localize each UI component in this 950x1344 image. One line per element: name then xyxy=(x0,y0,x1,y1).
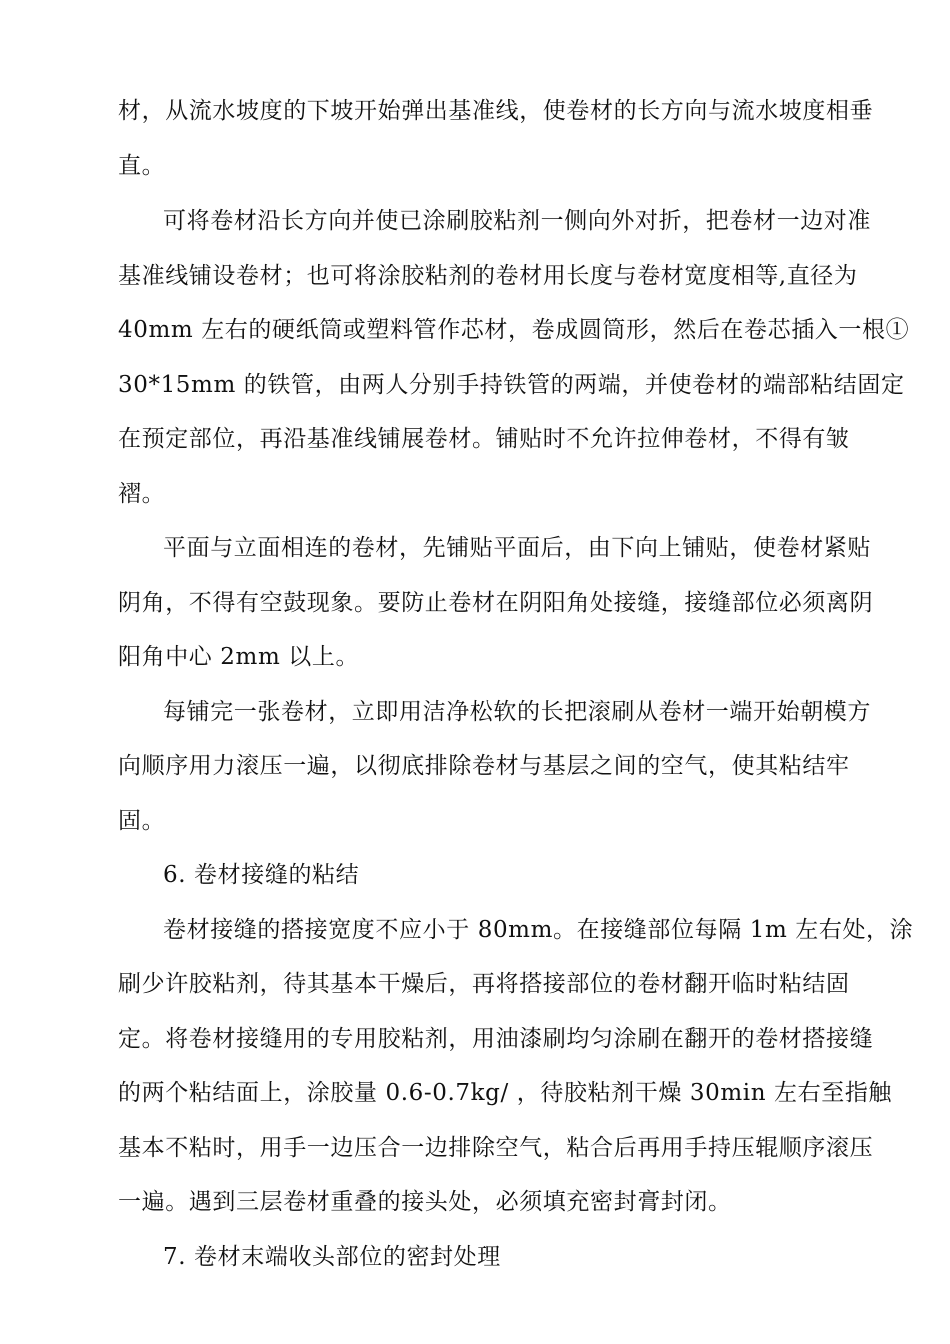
text-line: 的两个粘结面上，涂胶量 0.6-0.7kg/ ，待胶粘剂干燥 30min 左右至指触 xyxy=(118,1080,893,1106)
text-line: 直。 xyxy=(118,153,166,179)
text-line: 一遍。遇到三层卷材重叠的接头处，必须填充密封膏封闭。 xyxy=(118,1189,732,1215)
text-line: 在预定部位，再沿基准线铺展卷材。铺贴时不允许拉伸卷材，不得有皱 xyxy=(118,426,850,452)
text-line: 材，从流水坡度的下坡开始弹出基准线，使卷材的长方向与流水坡度相垂 xyxy=(118,98,874,124)
text-line: 卷材接缝的搭接宽度不应小于 80mm。在接缝部位每隔 1m 左右处，涂 xyxy=(163,917,914,943)
section-heading: 6. 卷材接缝的粘结 xyxy=(163,862,360,888)
text-line: 30*15mm 的铁管，由两人分别手持铁管的两端，并使卷材的端部粘结固定 xyxy=(118,372,905,398)
text-line: 固。 xyxy=(118,808,166,834)
text-line: 40mm 左右的硬纸筒或塑料管作芯材，卷成圆筒形，然后在卷芯插入一根① xyxy=(118,317,910,343)
text-line: 阴角，不得有空鼓现象。要防止卷材在阴阳角处接缝，接缝部位必须离阴 xyxy=(118,590,874,616)
text-line: 可将卷材沿长方向并使已涂刷胶粘剂一侧向外对折，把卷材一边对准 xyxy=(163,208,871,234)
text-line: 每铺完一张卷材，立即用洁净松软的长把滚刷从卷材一端开始朝模方 xyxy=(163,699,871,725)
text-line: 定。将卷材接缝用的专用胶粘剂，用油漆刷均匀涂刷在翻开的卷材搭接缝 xyxy=(118,1026,874,1052)
text-line: 向顺序用力滚压一遍，以彻底排除卷材与基层之间的空气，使其粘结牢 xyxy=(118,753,850,779)
text-line: 平面与立面相连的卷材，先铺贴平面后，由下向上铺贴，使卷材紧贴 xyxy=(163,535,871,561)
text-line: 褶。 xyxy=(118,481,166,507)
text-line: 基本不粘时，用手一边压合一边排除空气，粘合后再用手持压辊顺序滚压 xyxy=(118,1135,874,1161)
text-line: 刷少许胶粘剂，待其基本干燥后，再将搭接部位的卷材翻开临时粘结固 xyxy=(118,971,850,997)
section-heading: 7. 卷材末端收头部位的密封处理 xyxy=(163,1244,501,1270)
text-line: 基准线铺设卷材；也可将涂胶粘剂的卷材用长度与卷材宽度相等,直径为 xyxy=(118,263,858,289)
text-line: 阳角中心 2mm 以上。 xyxy=(118,644,360,670)
